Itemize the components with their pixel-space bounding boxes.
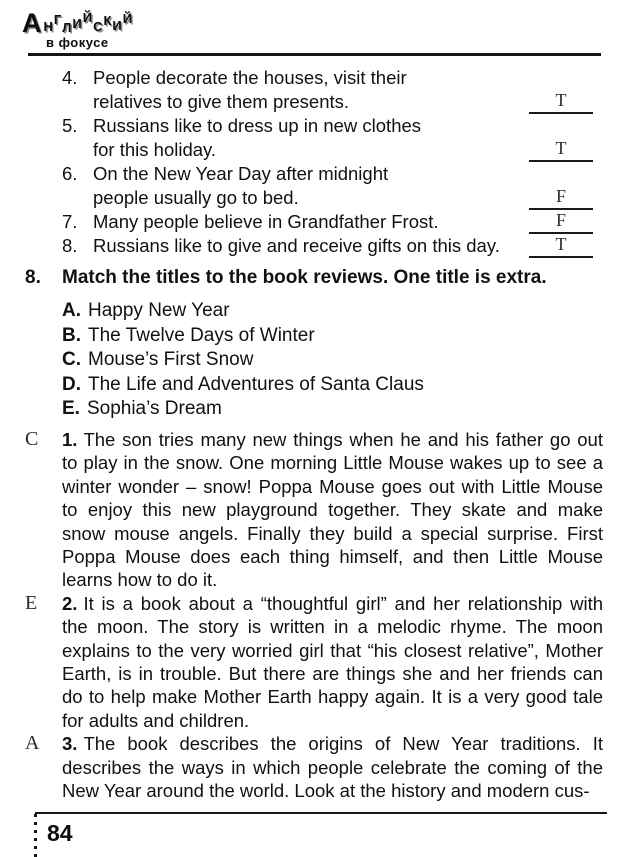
title-option-c — [62, 348, 603, 373]
review-text — [62, 592, 603, 732]
item-number: 8. — [62, 235, 78, 256]
exercise-number: 8. — [25, 267, 41, 288]
title-option-e — [62, 397, 603, 422]
item-text — [93, 114, 421, 162]
book-reviews — [25, 428, 603, 803]
true-false-item-5 — [62, 114, 593, 162]
option-text: Sophia’s Dream — [86, 398, 222, 420]
margin-answer: E — [25, 591, 38, 614]
answer-letter: T — [555, 234, 567, 254]
option-letter: C. — [62, 349, 81, 371]
item-text — [93, 234, 500, 258]
answer-letter: T — [555, 138, 567, 158]
item-line: On the New Year Day after midnight — [93, 163, 389, 184]
answer-blank — [529, 90, 593, 114]
footer-dotted-line — [34, 814, 37, 857]
option-letter: E. — [62, 398, 80, 420]
spotlight-logo — [22, 8, 133, 50]
margin-answer: C — [25, 428, 39, 450]
review-number: 3. — [62, 733, 78, 755]
title-options — [62, 299, 603, 422]
review-body: The book describes the origins of New Year traditions. It describes the ways in which people celebrate the coming of the New Year around the world. Look at the history and modern cus- — [62, 733, 603, 802]
item-line: Russians like to give and receive gifts on this day. — [93, 235, 500, 256]
header-rule — [28, 53, 601, 56]
option-text: Happy New Year — [88, 300, 230, 321]
answer-blank — [529, 210, 593, 234]
exercise-heading — [25, 266, 603, 290]
item-line: People decorate the houses, visit their — [93, 67, 407, 88]
review-1 — [25, 428, 603, 592]
review-body: The son tries many new things when he and his father go out to play in the snow. One morning Little Mouse wakes up to see a winter wonder – snow! Poppa Mouse goes out with Little Mouse to enjoy this new playground together. They skate and make snow mouse angels. Finally they build a special surprise. First Poppa Mouse does each thing himself, and then Little Mouse learns how to do it. — [62, 429, 603, 591]
logo-title: АНГЛИЙСКИЙ — [22, 8, 134, 38]
review-number: 2. — [62, 592, 78, 614]
logo-subtitle: в фокусе — [46, 35, 109, 50]
true-false-exercise — [62, 66, 593, 258]
answer-letter: T — [555, 90, 567, 110]
item-line: Russians like to dress up in new clothes — [93, 115, 422, 136]
true-false-item-8 — [62, 234, 593, 258]
item-text — [93, 162, 388, 210]
item-line: people usually go to bed. — [93, 187, 299, 208]
review-body: It is a book about a “thoughtful girl” and her relationship with the moon. The story is written in a melodic rhyme. The moon explains to the very worried girl that “his closest relative”, Mother Earth, is in trouble. But there are things she and her friends can do to help make Mother Earth happy again. It is a very good tale for adults and children. — [62, 592, 603, 731]
option-text: Mouse’s First Snow — [88, 349, 254, 371]
footer-rule — [35, 812, 607, 814]
matching-exercise — [25, 266, 603, 422]
option-letter: A. — [62, 300, 81, 321]
true-false-item-7 — [62, 210, 593, 234]
review-3 — [25, 732, 603, 802]
answer-blank — [529, 138, 593, 162]
item-number: 5. — [62, 115, 78, 136]
item-number: 6. — [62, 163, 78, 184]
option-letter: D. — [62, 373, 81, 395]
item-text — [93, 66, 407, 114]
title-option-b — [62, 324, 603, 349]
title-option-d — [62, 373, 603, 398]
item-text — [93, 210, 439, 234]
answer-blank — [529, 186, 593, 210]
page-number: 84 — [47, 820, 73, 846]
answer-blank — [529, 234, 593, 258]
review-2 — [25, 592, 603, 732]
option-letter: B. — [62, 324, 81, 346]
answer-letter: F — [555, 210, 566, 230]
item-number: 7. — [62, 211, 78, 232]
exercise-instruction: Match the titles to the book reviews. One title is extra. — [62, 267, 547, 288]
review-number: 1. — [62, 429, 78, 450]
review-text — [62, 428, 603, 592]
item-line: relatives to give them presents. — [93, 91, 350, 112]
option-text: The Life and Adventures of Santa Claus — [88, 373, 424, 395]
true-false-item-6 — [62, 162, 593, 210]
item-number: 4. — [62, 67, 78, 88]
answer-letter: F — [555, 186, 566, 206]
option-text: The Twelve Days of Winter — [88, 324, 315, 346]
item-line: Many people believe in Grandfather Frost. — [93, 211, 439, 232]
review-text — [62, 732, 603, 802]
title-option-a — [62, 299, 603, 324]
item-line: for this holiday. — [93, 139, 217, 160]
margin-answer: A — [25, 732, 40, 755]
true-false-item-4 — [62, 66, 593, 114]
